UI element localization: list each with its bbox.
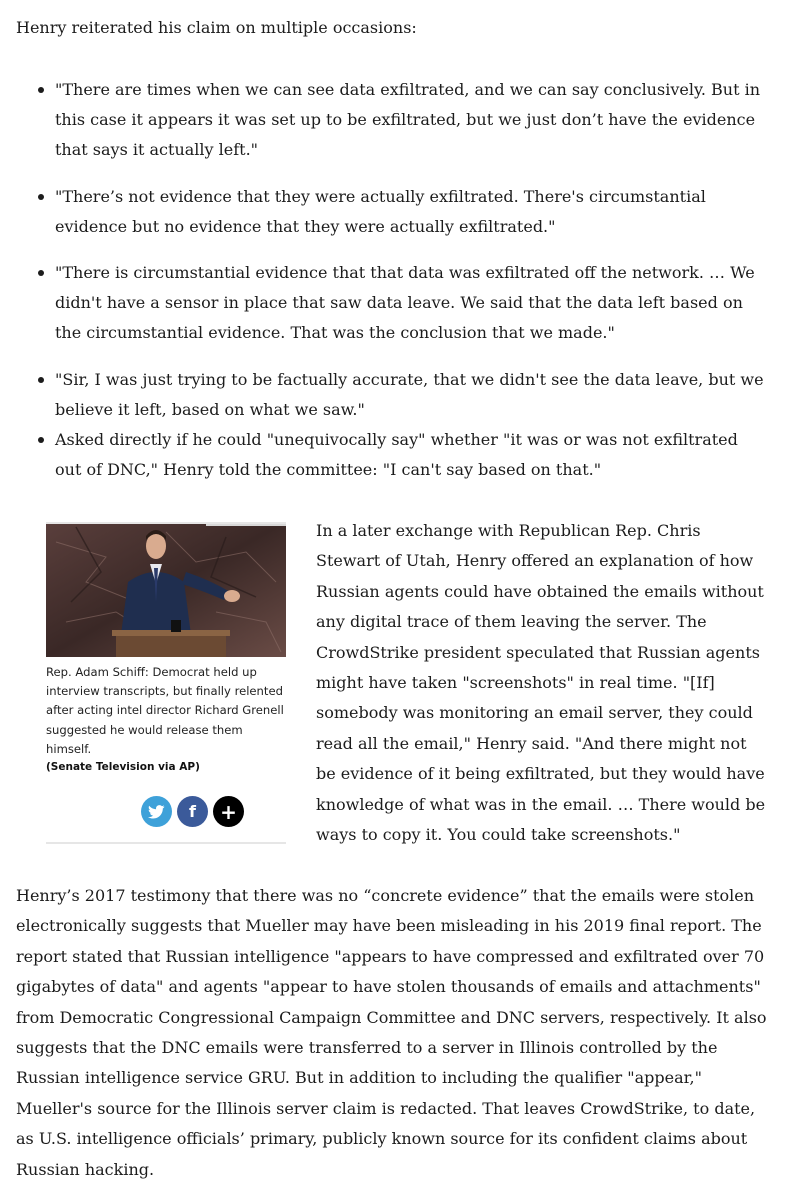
photo-schiff[interactable] (46, 522, 286, 657)
closing-paragraph: Henry’s 2017 testimony that there was no “concrete evidence” that the emails were stolen electronically suggests that Mueller may have been misleading in his 2019 final report. The report stated that Russian intelligence "appears to have compressed and exfiltrated over 70 gigabytes of data" and agents "appear to have stolen thousands of emails and attachments" from Democratic Congressional Campaign Committee and DNC servers, respectively. It also suggests that the DNC emails were transferred to a server in Illinois controlled by the Russian intelligence service GRU. But in addition to including the qualifier "appear," Mueller's source for the Illinois server claim is redacted. That leaves CrowdStrike, to date, as U.S. intelligence officials’ primary, publicly known source for its confident claims about Russian hacking. (16, 886, 767, 1179)
bullet-icon (38, 194, 44, 200)
bullet-icon (38, 377, 44, 383)
quote-text: "There’s not evidence that they were actually exfiltrated. There's circumstantial evidence but no evidence that they were actually exfiltrated." (55, 187, 706, 237)
twitter-share-button[interactable] (141, 796, 172, 827)
photo-caption: Rep. Adam Schiff: Democrat held up interview transcripts, but finally relented after acting intel director Richard Grenell suggested he would release them himself. (46, 665, 284, 756)
quote-text: "There are times when we can see data exfiltrated, and we can say conclusively. But in this case it appears it was set up to be exfiltrated, but we just don’t have the evidence that says it actually left." (55, 80, 761, 160)
photo-credit: (Senate Television via AP) (46, 761, 200, 774)
quote-text: Asked directly if he could "unequivocally say" whether "it was or was not exfiltrated out of DNC," Henry told the committee: "I can't say based on that." (55, 430, 738, 480)
quote-text: "There is circumstantial evidence that that data was exfiltrated off the network. … We didn't have a sensor in place that saw data leave. We said that the data left based on the circumstantial evidence. That was the conclusion that we made." (55, 263, 755, 343)
list-item (16, 75, 768, 166)
divider (46, 842, 286, 844)
list-item (16, 258, 768, 349)
list-item (16, 425, 768, 485)
share-bar (46, 796, 286, 828)
bullet-icon (38, 87, 44, 93)
photo-figure (46, 522, 286, 824)
side-paragraph: In a later exchange with Republican Rep. Chris Stewart of Utah, Henry offered an explanation of how Russian agents could have obtained the emails without any digital trace of them leaving the server. The CrowdStrike president speculated that Russian agents might have taken "screenshots" in real time. "[If] somebody was monitoring an email server, they could read all the email," Henry said. "And there might not be evidence of it being exfiltrated, but they would have knowledge of what was in the email. … There would be ways to copy it. You could take screenshots." (316, 521, 766, 845)
bullet-icon (38, 270, 44, 276)
facebook-share-button[interactable] (177, 796, 208, 827)
bullet-icon (38, 437, 44, 443)
list-item (16, 365, 768, 425)
quote-text: "Sir, I was just trying to be factually accurate, that we didn't see the data leave, but we believe it left, based on what we saw." (55, 370, 764, 420)
lead-paragraph: Henry reiterated his claim on multiple occasions: (16, 18, 417, 37)
list-item (16, 182, 768, 242)
more-share-button[interactable] (213, 796, 244, 827)
twitter-icon (148, 805, 165, 819)
plus-icon: + (220, 799, 237, 824)
facebook-icon: f (189, 802, 196, 821)
